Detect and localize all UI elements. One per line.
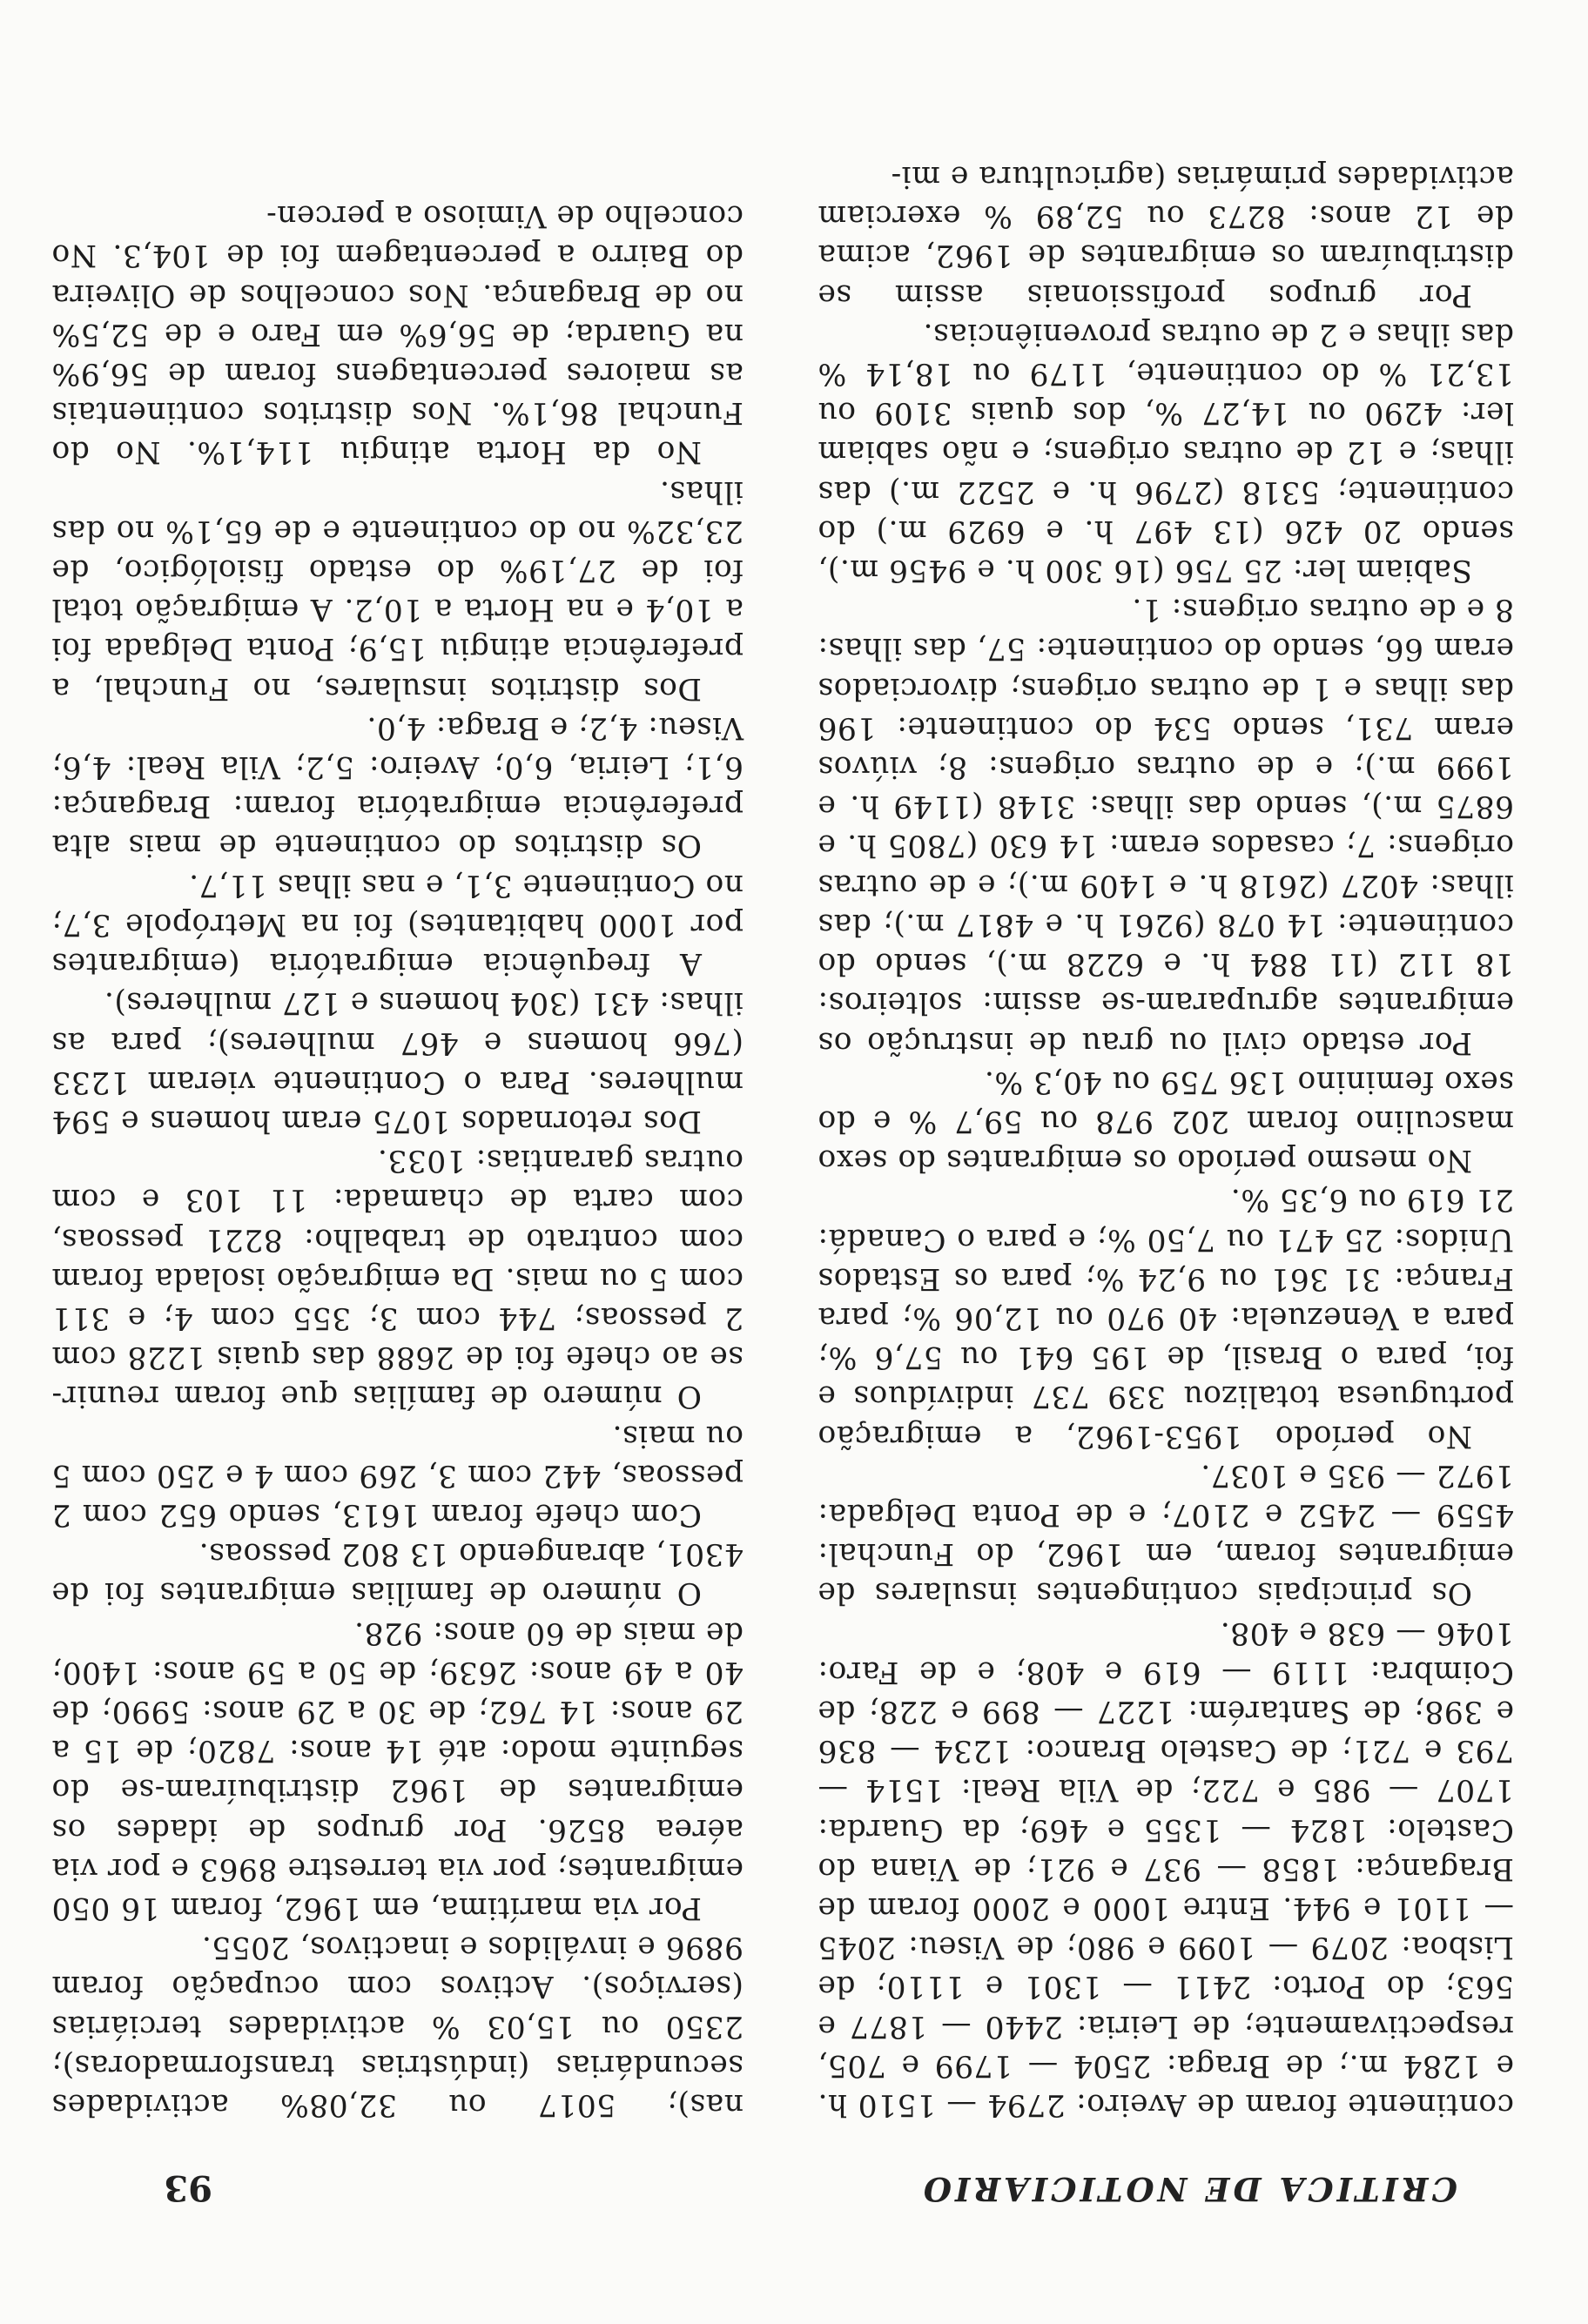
paragraph: Por grupos profissionais assim se distribuíram os emigrantes de 1962, acima de 12 anos: 8273 ou 52,89 % exerciam actividades primárias (agricultura e mi-	[818, 159, 1514, 312]
paragraph: O número de famílias emigrantes foi de 4301, abrangendo 13 802 pessoas.	[51, 1536, 744, 1611]
paragraph: Dos distritos insulares, no Funchal, a preferência atingiu 15,9; Ponta Delgada foi a 10,4 e na Horta a 10,2. A emigração total foi de 27,19% do estado fisiológico, de 23,32% no do continente e de 65,1% no das ilhas.	[51, 474, 744, 706]
text-column-left	[818, 157, 1514, 2124]
paragraph: No da Horta atingiu 114,1%. No do Funchal 86,1%. Nos distritos continentais as maiores percentagens foram de 56,9% na Guarda; de 56,6% em Faro e de 52,5% no de Bragança. Nos concelhos de Oliveira do Bairro a percentagem foi de 104,3. No concelho de Vimioso a percen-	[51, 198, 744, 470]
paragraph: Dos retornados 1075 eram homens e 594 mulheres. Para o Continente vieram 1233 (766 homens e 467 mulheres); para as ilhas: 431 (304 homens e 127 mulheres).	[51, 985, 744, 1138]
paragraph: Por via marítima, em 1962, foram 16 050 emigrantes; por via terrestre 8963 e por via aérea 8526. Por grupos de idades os emigrantes de 1962 distribuíram-se do seguinte modo: até 14 anos: 7820; de 15 a 29 anos: 14 762; de 30 a 29 anos: 5990; de 40 a 49 anos: 2639; de 50 a 59 anos: 1400; de mais de 60 anos: 928.	[51, 1615, 744, 1925]
paragraph: Os principais contingentes insulares de emigrantes foram, em 1962, do Funchal: 4559 — 2452 e 2107; e de Ponta Delgada: 1972 — 935 e 1037.	[818, 1457, 1514, 1611]
paragraph: continente foram de Aveiro: 2794 — 1510 h. e 1284 m.; de Braga: 2504 — 1799 e 705, respectivamente; de Leiria: 2440 — 1877 e 563; do Porto: 2411 — 1301 e 1110; de Lisboa: 2079 — 1099 e 980; de Viseu: 2045 — 1101 e 944. Entre 1000 e 2000 foram de Bragança: 1858 — 937 e 921; de Viana do Castelo: 1824 — 1355 e 469; da Guarda: 1707 — 985 e 722; de Vila Real: 1514 — 793 e 721; de Castelo Branco: 1234 — 836 e 398; de Santarém: 1227 — 899 e 228; de Coimbra: 1119 — 619 e 408; e de Faro: 1046 — 638 e 408.	[818, 1615, 1514, 2122]
text-column-right	[51, 196, 744, 2124]
page-number: 93	[164, 2167, 212, 2208]
paragraph: No mesmo período os emigrantes do sexo masculino foram 202 978 ou 59,7 % e do sexo feminino 136 759 ou 40,3 %.	[818, 1064, 1514, 1179]
paragraph: A frequência emigratória (emigrantes por 1000 habitantes) foi na Metrópole 3,7; no Continente 3,1, e nas ilhas 11,7.	[51, 867, 744, 982]
running-title: CRITICA DE NOTICIARIO	[919, 2170, 1457, 2208]
paragraph: Os distritos do continente de mais alta preferência emigratória foram: Bragança: 6,1; Leiria, 6,0; Aveiro: 5,2; Vila Real: 4,6; Viseu: 4,2; e Braga: 4,0.	[51, 709, 744, 863]
paragraph: nas); 5017 ou 32,08% actividades secundárias (indústrias transformadoras); 2350 ou 15,03 % actividades terciárias (serviços). Activos com ocupação foram 9896 e inválidos e inactivos, 2055.	[51, 1930, 744, 2122]
paragraph: No período 1953-1962, a emigração portuguesa totalizou 339 737 indivíduos e foi, para o Brasil, de 195 641 ou 57,6 %; para a Venezuela: 40 970 ou 12,06 %; para França: 31 361 ou 9,24 %; para os Estados Unidos: 25 471 ou 7,50 %; e para o Canadá: 21 619 ou 6,35 %.	[818, 1182, 1514, 1454]
paragraph: O número de famílias que foram reunir-se ao chefe foi de 2688 das quais 1228 com 2 pessoas; 744 com 3; 355 com 4; e 311 com 5 ou mais. Da emigração isolada foram com contrato de trabalho: 8221 pessoas, com carta de chamada: 11 103 e com outras garantias: 1033.	[51, 1143, 744, 1414]
paragraph: Por estado civil ou grau de instrução os emigrantes agruparam-se assim: solteiros: 18 112 (11 884 h. e 6228 m.), sendo do continente: 14 078 (9261 h. e 4817 m.); das ilhas: 4027 (2618 h. e 1409 m.); e de outras origens: 7; casados eram: 14 630 (7805 h. e 6875 m.), sendo das ilhas: 3148 (1149 h. e 1999 m.); e de outras origens: 8; viúvos eram 731, sendo 534 do continente: 196 das ilhas e 1 de outras origens; divorciados eram 66, sendo do continente: 57, das ilhas: 8 e de outras origens: 1.	[818, 592, 1514, 1060]
paragraph: Sabiam ler: 25 756 (16 300 h. e 9456 m.), sendo 20 426 (13 497 h. e 6929 m.) do continente; 5318 (2796 h. e 2522 m.) das ilhas; e 12 de outras origens; e não sabiam ler: 4290 ou 14,27 %, dos quais 3109 ou 13,21 % do continente, 1179 ou 18,14 % das ilhas e 2 de outras proveniências.	[818, 316, 1514, 588]
paragraph: Com chefe foram 1613, sendo 652 com 2 pessoas, 442 com 3, 269 com 4 e 250 com 5 ou mais.	[51, 1418, 744, 1532]
